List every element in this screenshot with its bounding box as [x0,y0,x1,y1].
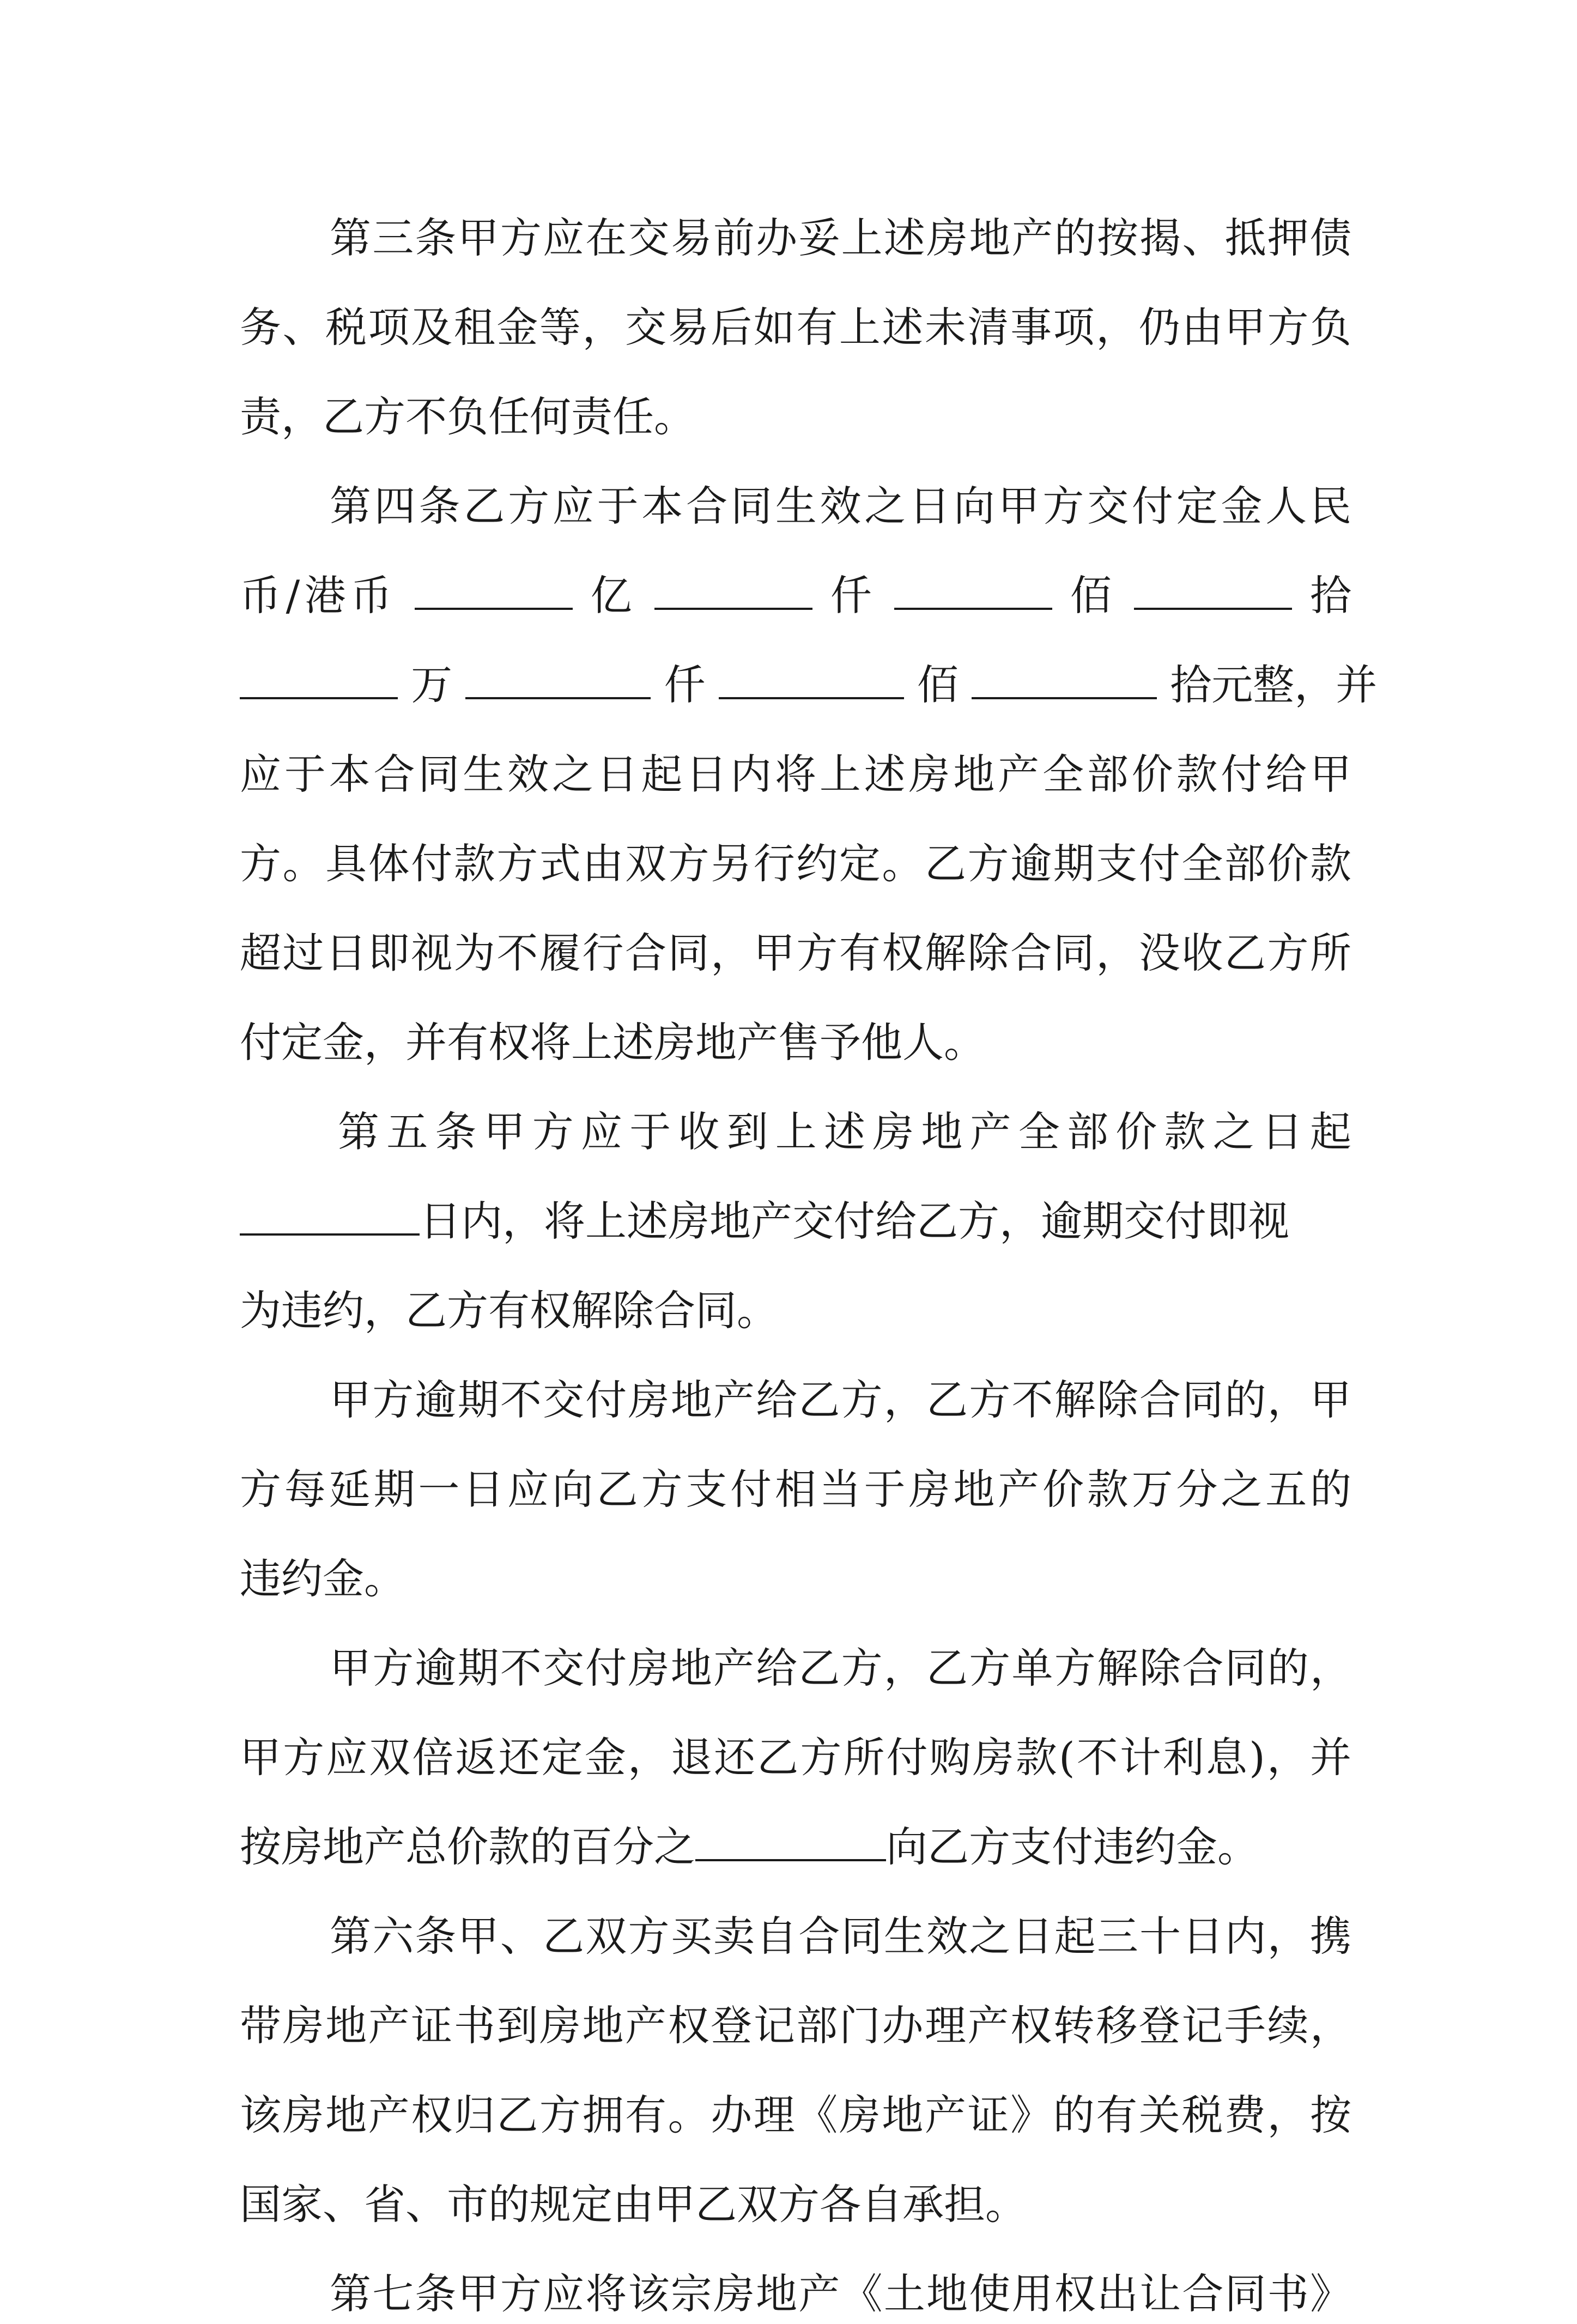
unit-label: 亿 [590,571,637,620]
article-6-line-1: 第六条甲、乙双方买卖自合同生效之日起三十日内，携 [330,1912,1351,1960]
article-4-line-3 [240,655,1378,715]
article-3-line-2: 务、税项及租金等，交易后如有上述未清事项，仍由甲方负 [240,303,1351,352]
amount-blank [415,570,573,610]
article-5-line-2 [240,1191,1351,1251]
article-4-line-7: 付定金，并有权将上述房地产售予他人。 [240,1018,985,1067]
unit-label: 万 [411,661,453,709]
article-6-line-4: 国家、省、市的规定由甲乙双方各自承担。 [240,2180,1027,2229]
currency-label: 币/港币 [240,571,397,620]
unit-label: 拾 [1309,571,1351,620]
delay-paragraph-line-2: 方每延期一日应向乙方支付相当于房地产价款万分之五的 [240,1465,1351,1514]
delay-paragraph-line-1: 甲方逾期不交付房地产给乙方，乙方不解除合同的，甲 [330,1376,1351,1424]
article-4-line-2 [240,566,1351,626]
delay-paragraph-line-3: 违约金。 [240,1554,405,1603]
unit-label: 佰 [1070,571,1117,620]
amount-blank [719,659,904,699]
article-5-line-2-text: 日内，将上述房地产交付给乙方，逾期交付即视 [420,1197,1289,1245]
article-5-line-1: 第五条甲方应于收到上述房地产全部价款之日起 [338,1107,1351,1156]
cancel-paragraph-line-3 [240,1817,1351,1877]
article-6-line-2: 带房地产证书到房地产权登记部门办理产权转移登记手续， [240,2001,1351,2050]
unit-label: 拾元整，并 [1170,661,1378,709]
amount-blank [654,570,812,610]
article-4-line-4: 应于本合同生效之日起日内将上述房地产全部价款付给甲 [240,750,1351,798]
amount-blank [894,570,1052,610]
unit-label: 仟 [664,661,706,709]
unit-label: 仟 [830,571,877,620]
article-3-line-3: 责，乙方不负任何责任。 [240,392,695,441]
article-4-line-5: 方。具体付款方式由双方另行约定。乙方逾期支付全部价款 [240,839,1351,888]
percentage-blank [695,1821,886,1861]
article-3-line-1: 第三条甲方应在交易前办妥上述房地产的按揭、抵押债 [330,214,1351,262]
amount-blank [465,659,651,699]
amount-blank [972,659,1157,699]
unit-label: 佰 [917,661,959,709]
amount-blank [240,659,398,699]
cancel-line-3-end: 向乙方支付违约金。 [886,1823,1259,1871]
cancel-line-3-start: 按房地产总价款的百分之 [240,1823,695,1871]
days-blank [240,1195,420,1236]
article-5-line-3: 为违约，乙方有权解除合同。 [240,1286,778,1335]
article-7-line-1: 第七条甲方应将该宗房地产《土地使用权出让合同书》 [330,2269,1351,2318]
article-4-line-6: 超过日即视为不履行合同，甲方有权解除合同，没收乙方所 [240,929,1351,977]
cancel-paragraph-line-1: 甲方逾期不交付房地产给乙方，乙方单方解除合同的， [330,1644,1351,1692]
amount-blank [1134,570,1292,610]
article-6-line-3: 该房地产权归乙方拥有。办理《房地产证》的有关税费，按 [240,2091,1351,2139]
article-4-line-1: 第四条乙方应于本合同生效之日向甲方交付定金人民 [330,482,1351,530]
cancel-paragraph-line-2: 甲方应双倍返还定金，退还乙方所付购房款(不计利息)，并 [240,1733,1351,1782]
